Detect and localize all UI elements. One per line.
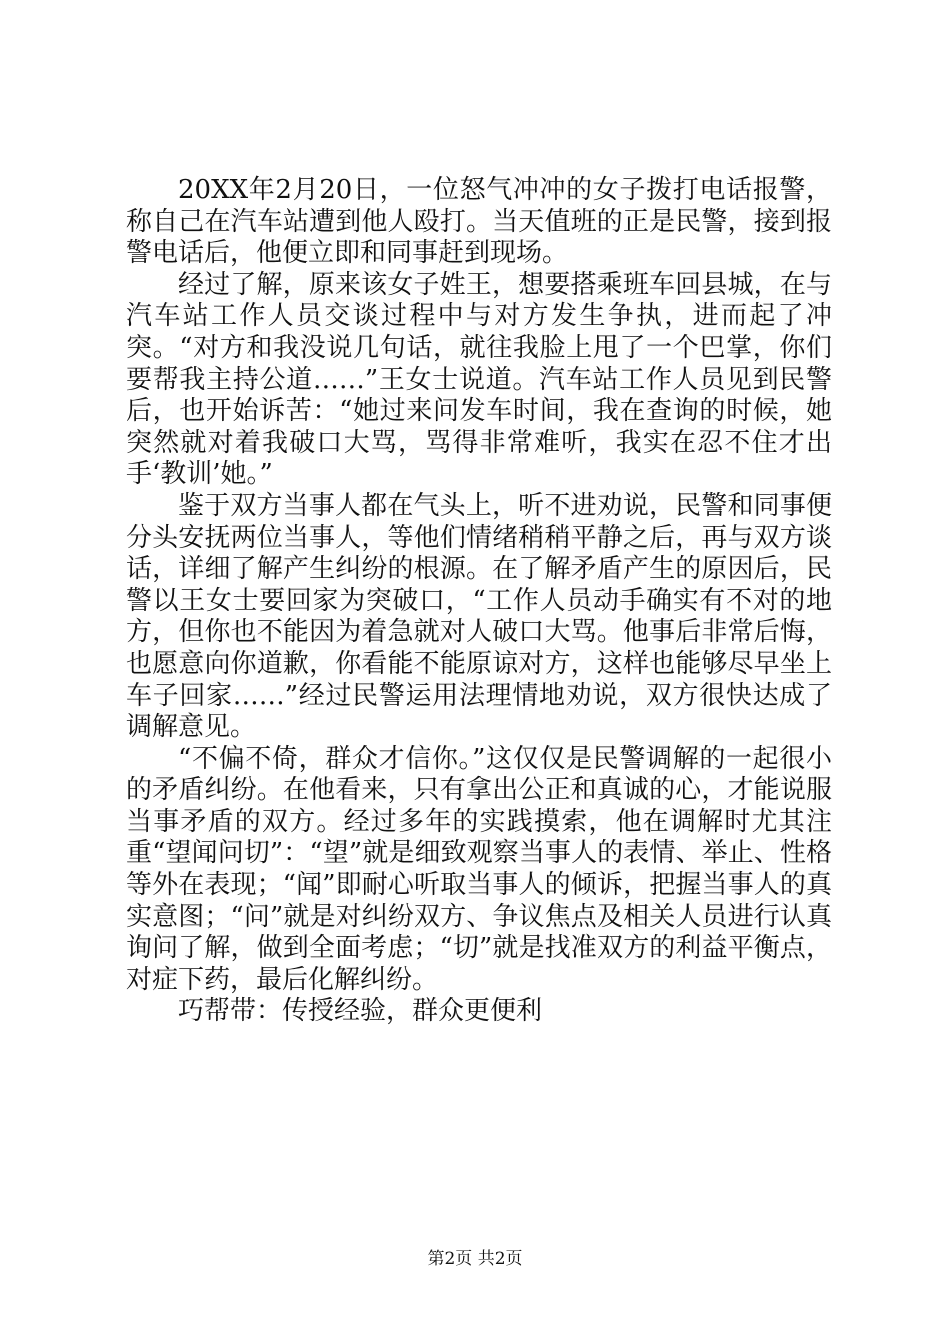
document-body: [126, 175, 832, 1028]
paragraph-report: 20XX年2月20日，一位怒气冲冲的女子拨打电话报警，称自己在汽车站遭到他人殴打。当天值班的正是民警，接到报警电话后，他便立即和同事赶到现场。: [126, 175, 832, 269]
paragraph-mediation: 鉴于双方当事人都在气头上，听不进劝说，民警和同事便分头安抚两位当事人，等他们情绪稍稍平静之后，再与双方谈话，详细了解产生纠纷的根源。在了解矛盾产生的原因后，民警以王女士要回家为突破口，“工作人员动手确实有不对的地方，但你也不能因为着急就对人破口大骂。他事后非常后悔，也愿意向你道歉，你看能不能原谅对方，这样也能够尽早坐上车子回家……”经过民警运用法理情地劝说，双方很快达成了调解意见。: [126, 490, 832, 743]
section-heading: 巧帮带：传授经验，群众更便利: [178, 996, 543, 1027]
paragraph-investigation: 经过了解，原来该女子姓王，想要搭乘班车回县城，在与汽车站工作人员交谈过程中与对方发生争执，进而起了冲突。“对方和我没说几句话，就往我脸上甩了一个巴掌，你们要帮我主持公道……”王女士说道。汽车站工作人员见到民警后，也开始诉苦：“她过来问发车时间，我在查询的时候，她突然就对着我破口大骂，骂得非常难听，我实在忍不住才出手‘教训’她。”: [126, 269, 832, 490]
paragraph-methods: “不偏不倚，群众才信你。”这仅仅是民警调解的一起很小的矛盾纠纷。在他看来，只有拿出公正和真诚的心，才能说服当事矛盾的双方。经过多年的实践摸索，他在调解时尤其注重“望闻问切”：“望”就是细致观察当事人的表情、举止、性格等外在表现；“闻”即耐心听取当事人的倾诉，把握当事人的真实意图；“问”就是对纠纷双方、争议焦点及相关人员进行认真询问了解，做到全面考虑；“切”就是找准双方的利益平衡点，对症下药，最后化解纠纷。: [126, 743, 832, 995]
page-number-footer: 第2页 共2页: [427, 1249, 523, 1269]
